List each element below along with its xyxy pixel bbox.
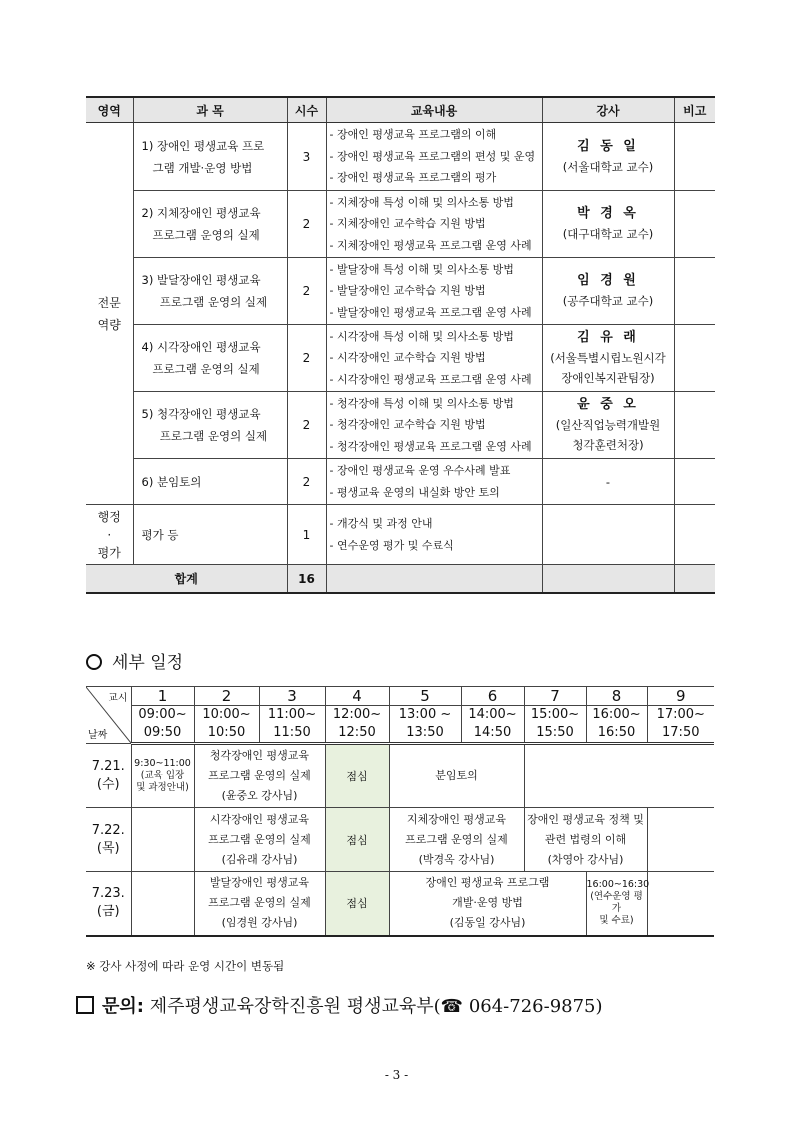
remarks-cell (674, 325, 715, 392)
session-line: 지체장애인 평생교육 (406, 812, 507, 826)
header-instructor: 강사 (542, 97, 674, 123)
remarks-cell (674, 505, 715, 565)
header-content: 교육내용 (326, 97, 542, 123)
corner-bottom-label: 날짜 (88, 730, 108, 741)
session-line: 프로그램 운영의 실제 (208, 769, 311, 782)
schedule-date: 7.22. (91, 822, 125, 838)
content-cell (326, 505, 542, 565)
subject-cell: 4) 시각장애인 평생교육 프로그램 운영의 실제 (133, 325, 287, 392)
period-time (194, 706, 259, 744)
time-end: 13:50 (406, 725, 444, 740)
instructor-cell (542, 191, 674, 258)
time-end: 16:50 (597, 725, 636, 740)
hours-cell: 2 (287, 459, 326, 505)
schedule-corner-cell (86, 687, 131, 744)
session-cell (131, 744, 194, 808)
session-line: 프로그램 운영의 실제 (208, 896, 311, 910)
content-cell (326, 191, 542, 258)
lunch-cell: 점심 (325, 872, 389, 936)
remarks-cell (674, 459, 715, 505)
time-end: 10:50 (207, 725, 246, 740)
subject-cell: 평가 등 (133, 505, 287, 565)
total-label: 합계 (86, 565, 287, 594)
curriculum-header-row (86, 97, 715, 123)
session-cell (194, 872, 325, 936)
content-line: - 장애인 평생교육 프로그램의 편성 및 운영 (329, 149, 536, 163)
instructor-affiliation: (일산직업능력개발원 청각훈련처장) (555, 418, 661, 452)
instructor-name: 임 경 원 (577, 273, 639, 288)
session-line: 장애인 평생교육 프로그램 (425, 876, 550, 890)
period-number: 7 (524, 687, 586, 706)
content-line: - 청각장애 특성 이해 및 의사소통 방법 (329, 396, 514, 410)
time-start: 16:00~ (592, 707, 641, 722)
content-line: - 발달장애인 평생교육 프로그램 운영 사례 (329, 305, 532, 319)
time-start: 11:00~ (267, 707, 317, 722)
content-line: - 지체장애인 평생교육 프로그램 운영 사례 (329, 238, 532, 252)
empty-session-cell (647, 872, 714, 936)
period-number: 1 (131, 687, 194, 706)
table-row (86, 505, 715, 565)
schedule-table (86, 686, 714, 937)
instructor-affiliation: (공주대학교 교수) (562, 294, 654, 308)
session-line: 프로그램 운영의 실제 (405, 832, 508, 846)
instructor-cell (542, 392, 674, 459)
session-cell (194, 808, 325, 872)
table-row (86, 258, 715, 325)
time-end: 14:50 (473, 725, 512, 740)
content-line: - 청각장애인 교수학습 지원 방법 (329, 418, 486, 432)
inquiry-phone: 064-726-9875) (468, 996, 603, 1017)
schedule-date-cell (86, 872, 131, 936)
total-empty-cell (326, 565, 542, 594)
period-time (389, 706, 461, 744)
session-line: 프로그램 운영의 실제 (208, 832, 311, 846)
empty-session-cell (647, 808, 714, 872)
hours-cell: 3 (287, 123, 326, 191)
instructor-name: 김 유 래 (577, 330, 639, 345)
content-line: - 시각장애 특성 이해 및 의사소통 방법 (329, 329, 514, 343)
curriculum-table (86, 96, 715, 594)
period-time (325, 706, 389, 744)
session-line: 9:30~11:00 (134, 758, 191, 769)
period-number: 3 (259, 687, 325, 706)
time-start: 15:00~ (530, 707, 580, 722)
instructor-affiliation: (서울대학교 교수) (562, 159, 654, 174)
session-line: 관련 법령의 이해 (544, 832, 627, 846)
time-end: 17:50 (662, 725, 700, 740)
period-time (259, 706, 325, 744)
hours-cell: 2 (287, 392, 326, 459)
time-end: 09:50 (143, 725, 182, 740)
content-line: - 청각장애인 평생교육 프로그램 운영 사례 (329, 439, 532, 453)
session-cell (389, 808, 524, 872)
hours-cell: 1 (287, 505, 326, 565)
instructor-name: 윤 중 오 (577, 397, 639, 412)
period-number: 8 (586, 687, 647, 706)
schedule-weekday: (목) (96, 840, 120, 856)
hours-cell: 2 (287, 191, 326, 258)
remarks-cell (674, 258, 715, 325)
lunch-cell: 점심 (325, 744, 389, 808)
content-cell (326, 392, 542, 459)
hours-cell: 2 (287, 258, 326, 325)
content-line: - 지체장애 특성 이해 및 의사소통 방법 (329, 195, 514, 209)
session-line: (연수운영 평가 (590, 891, 643, 915)
instructor-affiliation: (대구대학교 교수) (562, 227, 654, 241)
subject-cell: 6) 분임토의 (133, 459, 287, 505)
content-line: - 장애인 평생교육 운영 우수사례 발표 (329, 464, 511, 477)
subject-cell: 1) 장애인 평생교육 프로 그램 개발·운영 방법 (133, 123, 287, 191)
schedule-date: 7.21. (91, 758, 125, 774)
schedule-day-row (86, 808, 714, 872)
page-number: - 3 - (384, 1068, 409, 1082)
period-time (647, 706, 714, 744)
time-start: 14:00~ (468, 707, 517, 722)
empty-session-cell (131, 808, 194, 872)
total-empty-cell (542, 565, 674, 594)
phone-icon: ☎ (440, 996, 464, 1017)
schedule-weekday: (금) (96, 904, 120, 920)
content-line: - 장애인 평생교육 프로그램의 이해 (329, 128, 497, 142)
area-admin-cell: 행정 · 평가 (86, 505, 133, 565)
time-start: 12:00~ (332, 707, 382, 722)
instructor-cell (542, 325, 674, 392)
time-start: 10:00~ (202, 707, 251, 722)
instructor-cell (542, 258, 674, 325)
content-cell (326, 325, 542, 392)
content-line: - 장애인 평생교육 프로그램의 평가 (329, 171, 497, 185)
period-time (461, 706, 524, 744)
period-number: 6 (461, 687, 524, 706)
content-line: - 연수운영 평가 및 수료식 (329, 538, 454, 552)
schedule-day-row (86, 744, 714, 808)
session-line: 시각장애인 평생교육 (209, 812, 310, 826)
total-row (86, 565, 715, 594)
table-row (86, 392, 715, 459)
time-end: 15:50 (536, 725, 574, 740)
content-line: - 발달장애 특성 이해 및 의사소통 방법 (329, 262, 514, 276)
schedule-date: 7.23. (91, 886, 125, 902)
checkbox-square-icon (76, 996, 94, 1014)
subject-cell: 2) 지체장애인 평생교육 프로그램 운영의 실제 (133, 191, 287, 258)
session-cell (524, 808, 647, 872)
table-row (86, 325, 715, 392)
inquiry-label: 문의: (102, 996, 144, 1017)
remarks-cell (674, 392, 715, 459)
period-time (131, 706, 194, 744)
area-expert-cell: 전문 역량 (86, 123, 133, 505)
session-cell (389, 872, 586, 936)
session-line: (임경원 강사님) (221, 916, 298, 930)
content-cell (326, 459, 542, 505)
header-hours: 시수 (287, 97, 326, 123)
session-line: 청각장애인 평생교육 (209, 749, 310, 762)
session-line: 및 수료) (599, 915, 634, 927)
session-line: (김동일 강사님) (449, 916, 526, 930)
content-line: - 평생교육 운영의 내실화 방안 토의 (329, 485, 500, 499)
table-row (86, 191, 715, 258)
content-cell (326, 258, 542, 325)
schedule-date-cell (86, 744, 131, 808)
content-line: - 개강식 및 과정 안내 (329, 517, 433, 530)
time-end: 12:50 (338, 725, 376, 740)
corner-diagonal (86, 687, 131, 743)
content-line: - 지체장애인 교수학습 지원 방법 (329, 217, 486, 231)
schedule-time-row (86, 706, 714, 744)
instructor-cell: - (542, 459, 674, 505)
session-cell (389, 744, 524, 808)
instructor-cell (542, 123, 674, 191)
period-number: 4 (325, 687, 389, 706)
circle-bullet-icon (86, 654, 102, 670)
content-line: - 시각장애인 평생교육 프로그램 운영 사례 (329, 372, 532, 386)
period-time (524, 706, 586, 744)
table-row (86, 459, 715, 505)
session-cell (586, 872, 650, 936)
total-empty-cell (674, 565, 715, 594)
empty-session-cell (131, 872, 194, 936)
corner-top-label: 교시 (108, 693, 128, 704)
schedule-period-row (86, 687, 714, 706)
inquiry-org: 제주평생교육장학진흥원 평생교육부( (149, 996, 441, 1017)
instructor-cell (542, 505, 674, 565)
schedule-heading-text: 세부 일정 (112, 653, 184, 673)
session-line: 발달장애인 평생교육 (209, 876, 310, 890)
session-line: (김유래 강사님) (221, 852, 298, 866)
header-remarks: 비고 (674, 97, 715, 123)
header-area: 영역 (86, 97, 133, 123)
session-line: 장애인 평생교육 정책 및 (527, 812, 644, 826)
session-line: (윤중오 강사님) (221, 789, 298, 802)
time-start: 09:00~ (138, 707, 187, 722)
lunch-cell: 점심 (325, 808, 389, 872)
total-hours: 16 (287, 565, 326, 594)
time-start: 17:00~ (656, 707, 705, 722)
schedule-heading (86, 648, 183, 673)
session-line: 개발·운영 방법 (452, 896, 523, 910)
subject-cell: 5) 청각장애인 평생교육 프로그램 운영의 실제 (133, 392, 287, 459)
empty-session-cell (524, 744, 714, 808)
session-line: 및 과정안내) (136, 782, 189, 793)
session-line: (교육 입장 (140, 770, 185, 781)
subject-cell: 3) 발달장애인 평생교육 프로그램 운영의 실제 (133, 258, 287, 325)
table-row (86, 123, 715, 191)
instructor-name: 김 동 일 (577, 138, 639, 154)
session-line: (박경옥 강사님) (418, 852, 495, 866)
content-cell (326, 123, 542, 191)
inquiry-line (76, 992, 603, 1018)
content-line: - 발달장애인 교수학습 지원 방법 (329, 284, 486, 298)
hours-cell: 2 (287, 325, 326, 392)
session-cell (194, 744, 325, 808)
time-start: 13:00 ~ (398, 707, 452, 722)
session-line: 분임토의 (435, 769, 478, 782)
time-end: 11:50 (273, 725, 311, 740)
schedule-day-row (86, 872, 714, 936)
session-line: (차영아 강사님) (547, 852, 624, 866)
remarks-cell (674, 123, 715, 191)
instructor-name: 박 경 옥 (577, 206, 639, 221)
schedule-date-cell (86, 808, 131, 872)
session-line: 16:00~16:30 (586, 879, 650, 891)
schedule-note: ※ 강사 사정에 따라 운영 시간이 변동됨 (86, 959, 285, 973)
instructor-affiliation: (서울특별시립노원시각 장애인복지관팀장) (550, 351, 666, 385)
remarks-cell (674, 191, 715, 258)
header-subject: 과 목 (133, 97, 287, 123)
schedule-weekday: (수) (96, 776, 120, 792)
period-time (586, 706, 647, 744)
content-line: - 시각장애인 교수학습 지원 방법 (329, 351, 486, 365)
period-number: 2 (194, 687, 259, 706)
period-number: 9 (647, 687, 714, 706)
period-number: 5 (389, 687, 461, 706)
